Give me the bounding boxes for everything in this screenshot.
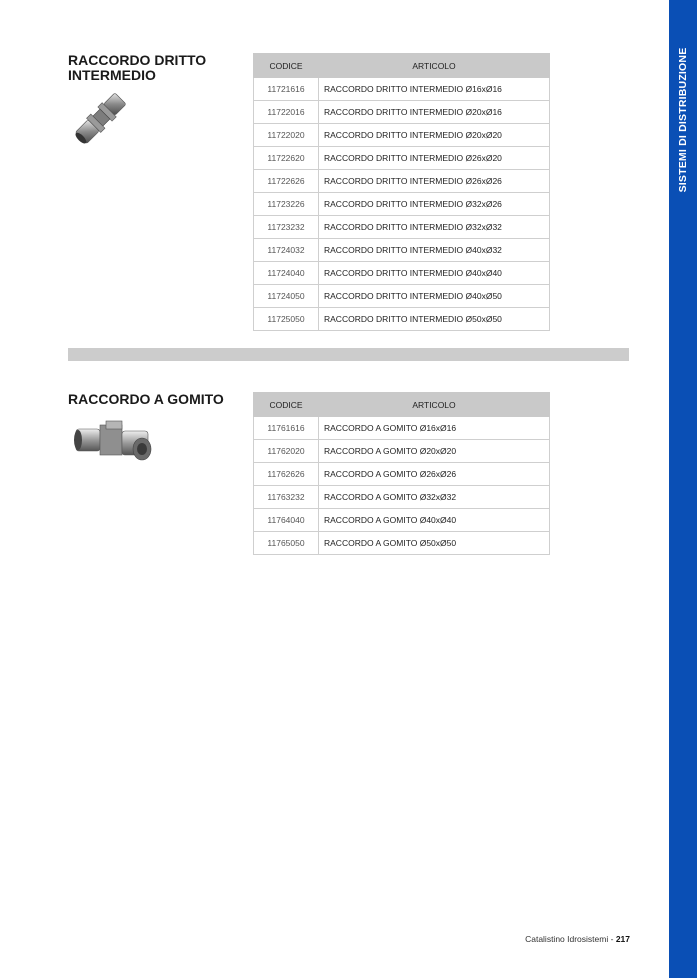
article-cell: RACCORDO DRITTO INTERMEDIO Ø40xØ32 <box>319 239 550 262</box>
table-row <box>254 78 550 101</box>
code-cell: 11761616 <box>254 417 319 440</box>
article-cell: RACCORDO A GOMITO Ø26xØ26 <box>319 463 550 486</box>
code-cell: 11722020 <box>254 124 319 147</box>
table-header-row <box>254 54 550 78</box>
section-title-line1: RACCORDO A GOMITO <box>68 391 224 407</box>
column-header-code: CODICE <box>254 54 319 78</box>
code-cell: 11722016 <box>254 101 319 124</box>
table-row <box>254 308 550 331</box>
code-cell: 11722620 <box>254 147 319 170</box>
side-tab-label: SISTEMI DI DISTRIBUZIONE <box>677 47 689 193</box>
article-cell: RACCORDO DRITTO INTERMEDIO Ø20xØ20 <box>319 124 550 147</box>
column-header-article: ARTICOLO <box>319 393 550 417</box>
code-cell: 11762020 <box>254 440 319 463</box>
article-cell: RACCORDO A GOMITO Ø32xØ32 <box>319 486 550 509</box>
article-cell: RACCORDO DRITTO INTERMEDIO Ø26xØ26 <box>319 170 550 193</box>
column-header-code: CODICE <box>254 393 319 417</box>
elbow-fitting-table <box>253 392 550 555</box>
article-cell: RACCORDO DRITTO INTERMEDIO Ø40xØ40 <box>319 262 550 285</box>
code-cell: 11764040 <box>254 509 319 532</box>
section-divider <box>68 348 629 361</box>
article-cell: RACCORDO A GOMITO Ø20xØ20 <box>319 440 550 463</box>
table-row <box>254 124 550 147</box>
table-row <box>254 285 550 308</box>
straight-fitting-image <box>70 88 130 150</box>
side-tab <box>669 0 697 978</box>
article-cell: RACCORDO DRITTO INTERMEDIO Ø32xØ32 <box>319 216 550 239</box>
elbow-fitting-image <box>72 415 158 467</box>
article-cell: RACCORDO DRITTO INTERMEDIO Ø26xØ20 <box>319 147 550 170</box>
code-cell: 11724050 <box>254 285 319 308</box>
code-cell: 11724040 <box>254 262 319 285</box>
table-row <box>254 170 550 193</box>
table-row <box>254 262 550 285</box>
article-cell: RACCORDO DRITTO INTERMEDIO Ø50xØ50 <box>319 308 550 331</box>
section-title-line2: INTERMEDIO <box>68 67 156 83</box>
table-row <box>254 147 550 170</box>
table-row <box>254 532 550 555</box>
table-row <box>254 440 550 463</box>
code-cell: 11763232 <box>254 486 319 509</box>
article-cell: RACCORDO DRITTO INTERMEDIO Ø40xØ50 <box>319 285 550 308</box>
article-cell: RACCORDO DRITTO INTERMEDIO Ø20xØ16 <box>319 101 550 124</box>
article-cell: RACCORDO A GOMITO Ø50xØ50 <box>319 532 550 555</box>
article-cell: RACCORDO DRITTO INTERMEDIO Ø32xØ26 <box>319 193 550 216</box>
section-title-straight-fitting <box>68 53 206 83</box>
column-header-article: ARTICOLO <box>319 54 550 78</box>
table-row <box>254 417 550 440</box>
table-row <box>254 239 550 262</box>
article-cell: RACCORDO A GOMITO Ø40xØ40 <box>319 509 550 532</box>
code-cell: 11724032 <box>254 239 319 262</box>
catalog-name: Catalistino Idrosistemi - <box>525 934 614 944</box>
table-header-row <box>254 393 550 417</box>
code-cell: 11723226 <box>254 193 319 216</box>
table-row <box>254 193 550 216</box>
table-row <box>254 216 550 239</box>
section-title-elbow-fitting <box>68 392 224 407</box>
code-cell: 11722626 <box>254 170 319 193</box>
table-row <box>254 509 550 532</box>
straight-fitting-table <box>253 53 550 331</box>
code-cell: 11762626 <box>254 463 319 486</box>
table-row <box>254 486 550 509</box>
code-cell: 11765050 <box>254 532 319 555</box>
article-cell: RACCORDO A GOMITO Ø16xØ16 <box>319 417 550 440</box>
code-cell: 11723232 <box>254 216 319 239</box>
code-cell: 11725050 <box>254 308 319 331</box>
code-cell: 11721616 <box>254 78 319 101</box>
table-row <box>254 463 550 486</box>
table-row <box>254 101 550 124</box>
article-cell: RACCORDO DRITTO INTERMEDIO Ø16xØ16 <box>319 78 550 101</box>
page-number: 217 <box>615 934 630 944</box>
section-title-line1: RACCORDO DRITTO <box>68 52 207 68</box>
page-footer <box>525 934 630 944</box>
